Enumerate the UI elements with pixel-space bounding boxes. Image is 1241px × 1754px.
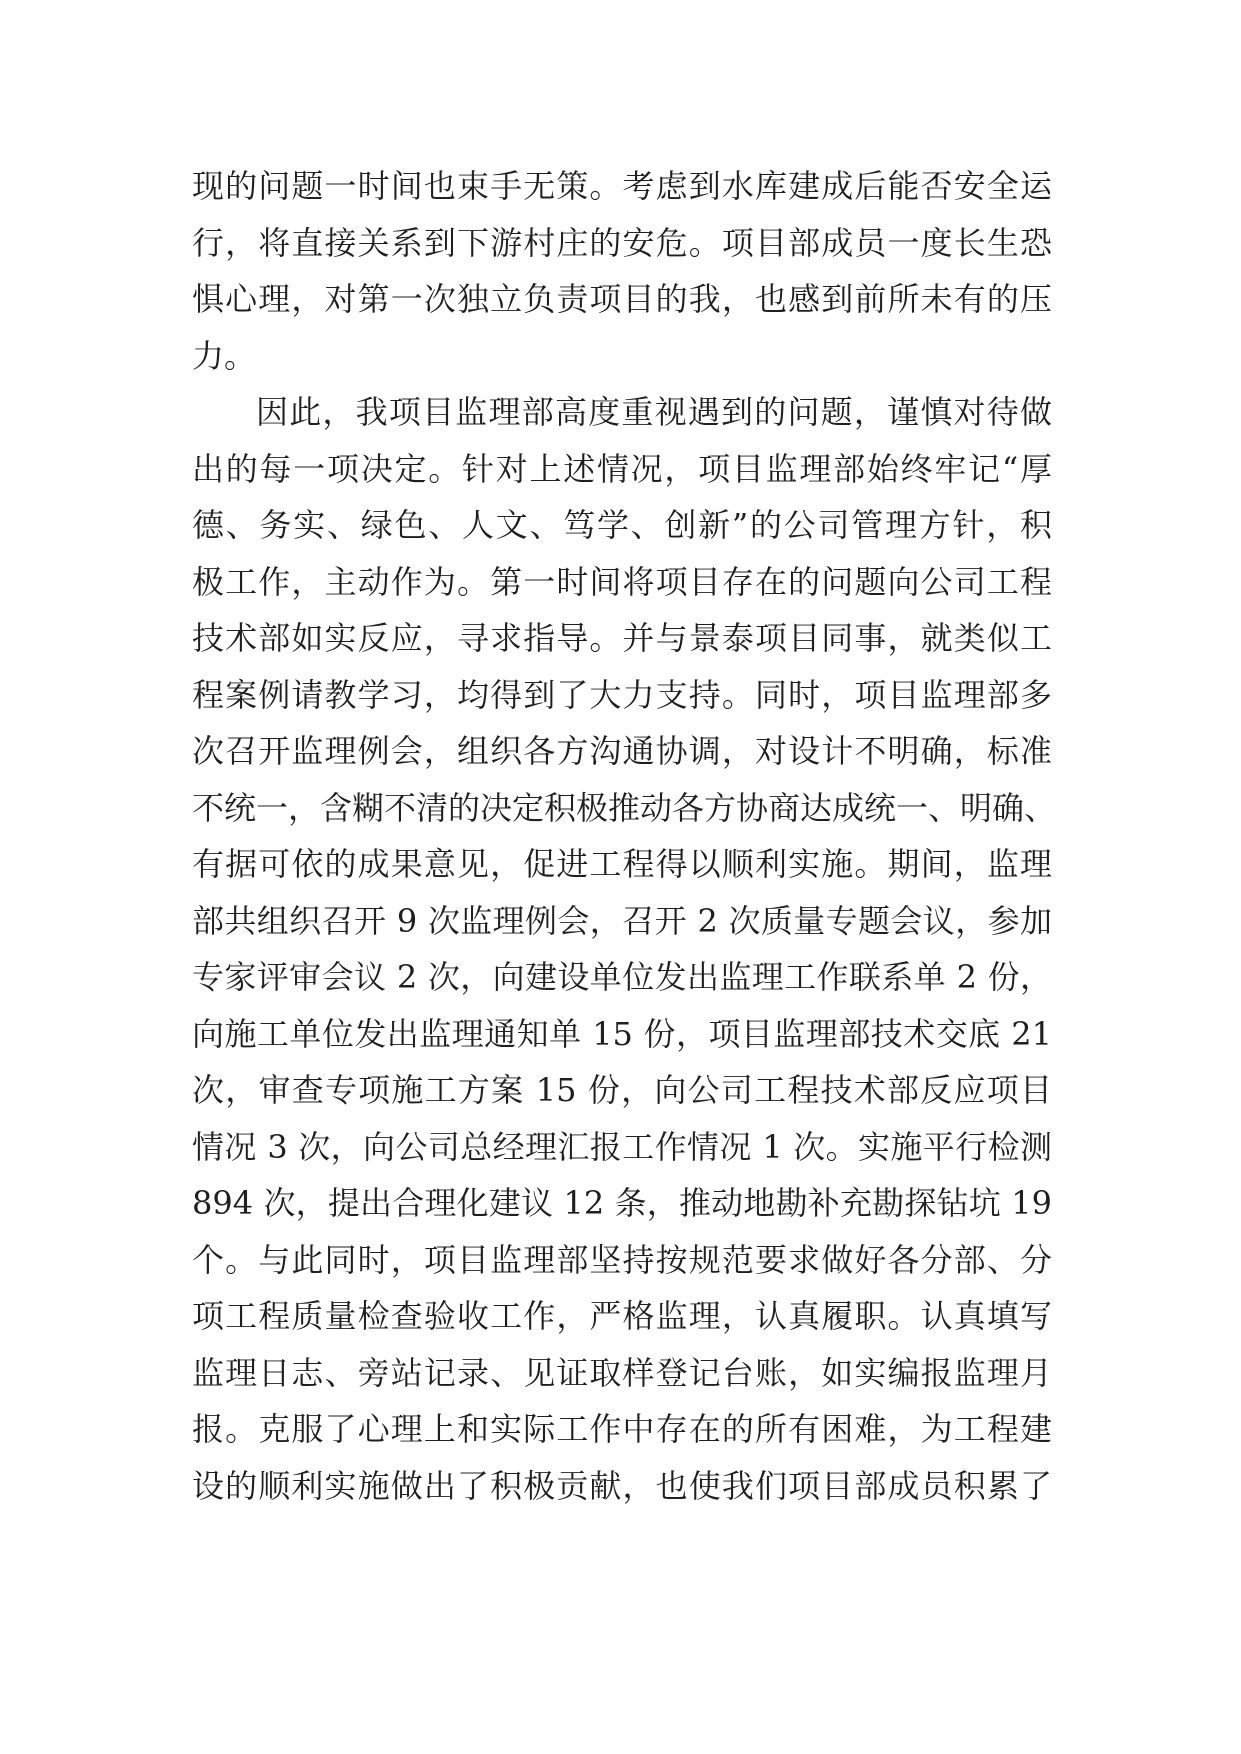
paragraph-2-line: 极工作，主动作为。第一时间将项目存在的问题向公司工程	[192, 562, 1052, 601]
paragraph-2-line: 次，审查专项施工方案 15 份，向公司工程技术部反应项目	[192, 1071, 1052, 1109]
paragraph-2-line: 个。与此同时，项目监理部坚持按规范要求做好各分部、分	[192, 1240, 1052, 1279]
paragraph-1-line: 现的问题一时间也束手无策。考虑到水库建成后能否安全运	[192, 167, 1052, 205]
paragraph-2-line: 部共组织召开 9 次监理例会，召开 2 次质量专题会议，参加	[192, 901, 1052, 940]
paragraph-2-line: 因此，我项目监理部高度重视遇到的问题，谨慎对待做	[256, 393, 1052, 431]
paragraph-2-line: 程案例请教学习，均得到了大力支持。同时，项目监理部多	[192, 675, 1052, 714]
paragraph-2-line: 技术部如实反应，寻求指导。并与景泰项目同事，就类似工	[192, 619, 1052, 657]
paragraph-2-line: 向施工单位发出监理通知单 15 份，项目监理部技术交底 21	[192, 1014, 1052, 1053]
paragraph-2-line: 有据可依的成果意见，促进工程得以顺利实施。期间，监理	[192, 845, 1052, 883]
paragraph-2-line: 出的每一项决定。针对上述情况，项目监理部始终牢记“厚	[192, 449, 1052, 488]
paragraph-2-line: 894 次，提出合理化建议 12 条，推动地勘补充勘探钻坑 19	[192, 1184, 1052, 1222]
paragraph-2-line: 监理日志、旁站记录、见证取样登记台账，如实编报监理月	[192, 1353, 1052, 1392]
paragraph-2-line: 设的顺利实施做出了积极贡献，也使我们项目部成员积累了	[192, 1466, 1052, 1505]
document-body	[192, 158, 1057, 1514]
paragraph-1-line: 惧心理，对第一次独立负责项目的我，也感到前所未有的压	[192, 280, 1052, 318]
paragraph-2-line: 德、务实、绿色、人文、笃学、创新”的公司管理方针，积	[192, 506, 1052, 544]
paragraph-2-line: 次召开监理例会，组织各方沟通协调，对设计不明确，标准	[192, 732, 1052, 770]
paragraph-2-line: 项工程质量检查验收工作，严格监理，认真履职。认真填写	[192, 1297, 1052, 1335]
paragraph-2-line: 专家评审会议 2 次，向建设单位发出监理工作联系单 2 份，	[192, 958, 1052, 996]
paragraph-1-line: 力。	[192, 336, 257, 375]
paragraph-2-line: 不统一，含糊不清的决定积极推动各方协商达成统一、明确、	[192, 788, 1057, 827]
paragraph-1-line: 行，将直接关系到下游村庄的安危。项目部成员一度长生恐	[192, 223, 1052, 262]
paragraph-2-line: 情况 3 次，向公司总经理汇报工作情况 1 次。实施平行检测	[192, 1127, 1052, 1166]
paragraph-2-line: 报。克服了心理上和实际工作中存在的所有困难，为工程建	[192, 1410, 1052, 1448]
